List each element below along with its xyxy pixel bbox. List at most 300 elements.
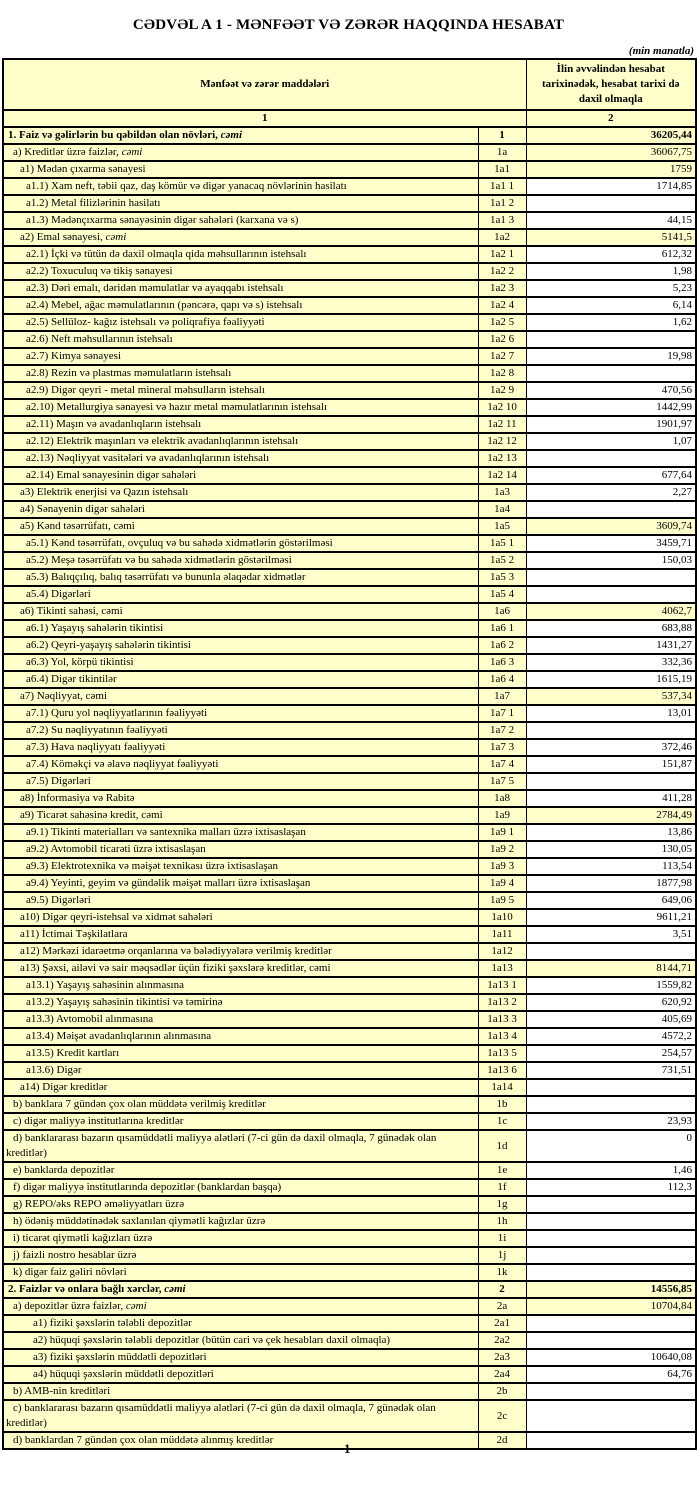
table-row [3,416,696,433]
item-label-cell: a14) Digər kreditlər [3,1079,478,1096]
row-code-cell: 1h [478,1213,526,1230]
unit-note: (min manatla) [628,45,694,57]
item-label-cell: c) digər maliyyə institutlarına kreditlər [3,1113,478,1130]
item-label-cell: a13.3) Avtomobil alınmasına [3,1011,478,1028]
table-row [3,875,696,892]
item-label-cell: a1.2) Metal filizlərinin hasilatı [3,195,478,212]
row-value-cell [526,1247,696,1264]
row-code-cell: 1a2 13 [478,450,526,467]
row-value-cell: 1901,97 [526,416,696,433]
table-row [3,552,696,569]
table-row [3,246,696,263]
table-row [3,1011,696,1028]
row-code-cell: 1a13 1 [478,977,526,994]
row-value-cell [526,1079,696,1096]
row-value-cell: 677,64 [526,467,696,484]
table-row [3,688,696,705]
item-label-cell: a6.2) Qeyri-yaşayış sahələrin tikintisi [3,637,478,654]
column-index-row [3,110,696,127]
row-code-cell: 1a6 2 [478,637,526,654]
row-value-cell: 1759 [526,161,696,178]
item-label-cell: a9.2) Avtomobil ticarəti üzrə ixtisaslaşan [3,841,478,858]
table-row [3,1113,696,1130]
table-row [3,739,696,756]
row-value-cell: 1,46 [526,1162,696,1179]
row-code-cell: 2a1 [478,1315,526,1332]
row-code-cell: 1a1 1 [478,178,526,195]
row-value-cell: 537,34 [526,688,696,705]
item-label-cell: a4) hüquqi şəxslərin müddətli depozitləri [3,1366,478,1383]
table-row [3,399,696,416]
table-row [3,1298,696,1315]
row-code-cell: 1a2 2 [478,263,526,280]
table-row [3,1179,696,1196]
table-row [3,1230,696,1247]
table-row [3,1162,696,1179]
row-code-cell: 1b [478,1096,526,1113]
item-label-cell: a2.3) Dəri emalı, dəridən məmulatlar və ayaqqabı istehsalı [3,280,478,297]
row-value-cell [526,1315,696,1332]
row-code-cell: 1a2 10 [478,399,526,416]
table-row [3,314,696,331]
item-label-cell: a1) Mədən çıxarma sənayesi [3,161,478,178]
row-code-cell: 1a5 3 [478,569,526,586]
row-value-cell: 19,98 [526,348,696,365]
item-label-cell: a2.12) Elektrik maşınları və elektrik avadanlıqlarının istehsalı [3,433,478,450]
value-column-index: 2 [526,110,696,127]
row-value-cell: 470,56 [526,382,696,399]
table-row [3,824,696,841]
table-row [3,1332,696,1349]
row-code-cell: 1d [478,1130,526,1162]
item-label-cell: a9.5) Digərləri [3,892,478,909]
row-value-cell: 1615,19 [526,671,696,688]
table-row [3,348,696,365]
row-value-cell: 332,36 [526,654,696,671]
row-code-cell: 2b [478,1383,526,1400]
row-value-cell: 731,51 [526,1062,696,1079]
row-code-cell: 1a13 3 [478,1011,526,1028]
item-label-cell: a1) fiziki şəxslərin tələbli depozitlər [3,1315,478,1332]
table-row [3,365,696,382]
row-code-cell: 1a9 4 [478,875,526,892]
item-label-cell: a2.14) Emal sənayesinin digər sahələri [3,467,478,484]
table-row [3,790,696,807]
item-label-cell: a7.4) Köməkçi və əlavə nəqliyyat fəaliyyəti [3,756,478,773]
item-label-cell: a7.2) Su nəqliyyatının fəaliyyəti [3,722,478,739]
item-label-cell: a) depozitlər üzrə faizlər, cəmi [3,1298,478,1315]
row-code-cell: 1a7 3 [478,739,526,756]
row-code-cell: 1a11 [478,926,526,943]
row-code-cell: 1a4 [478,501,526,518]
row-value-cell: 1714,85 [526,178,696,195]
row-code-cell: 1a2 1 [478,246,526,263]
item-label-cell: a10) Digər qeyri-istehsal və xidmət sahələri [3,909,478,926]
row-value-cell [526,1264,696,1281]
item-label-cell: a5.1) Kənd təsərrüfatı, ovçuluq və bu sahədə xidmətlərin göstərilməsi [3,535,478,552]
row-value-cell: 405,69 [526,1011,696,1028]
row-code-cell: 1 [478,127,526,144]
item-label-cell: a2.13) Nəqliyyat vasitələri və avadanlıqlarının istehsalı [3,450,478,467]
row-value-cell: 612,32 [526,246,696,263]
row-value-cell: 1877,98 [526,875,696,892]
row-value-cell: 372,46 [526,739,696,756]
item-label-cell: a13) Şəxsi, ailəvi və sair məqsədlər üçün fiziki şəxslərə kreditlər, cəmi [3,960,478,977]
row-code-cell: 1a6 1 [478,620,526,637]
table-row [3,1045,696,1062]
row-value-cell [526,1400,696,1432]
item-label-cell: a13.5) Kredit kartları [3,1045,478,1062]
item-label-cell: a2.7) Kimya sənayesi [3,348,478,365]
row-value-cell: 3,51 [526,926,696,943]
row-value-cell: 2784,49 [526,807,696,824]
row-code-cell: 2a4 [478,1366,526,1383]
row-value-cell: 13,86 [526,824,696,841]
row-value-cell [526,773,696,790]
item-label-cell: k) digər faiz gəliri növləri [3,1264,478,1281]
item-label-cell: a7.3) Hava nəqliyyatı fəaliyyəti [3,739,478,756]
item-label-cell: a6.1) Yaşayış sahələrin tikintisi [3,620,478,637]
row-value-cell: 1431,27 [526,637,696,654]
row-value-cell: 0 [526,1130,696,1162]
row-value-cell: 23,93 [526,1113,696,1130]
item-label-cell: a12) Mərkəzi idarəetmə orqanlarına və bələdiyyələrə verilmiş kreditlər [3,943,478,960]
table-row [3,433,696,450]
item-label-cell: 1. Faiz və gəlirlərin bu qəbildən olan növləri, cəmi [3,127,478,144]
item-label-cell: e) banklarda depozitlər [3,1162,478,1179]
row-value-cell: 150,03 [526,552,696,569]
row-code-cell: 1a8 [478,790,526,807]
page-number: 1 [344,1441,351,1456]
row-code-cell: 2 [478,1281,526,1298]
table-row [3,535,696,552]
row-code-cell: 1a1 3 [478,212,526,229]
row-code-cell: 1a6 4 [478,671,526,688]
item-label-cell: a2.8) Rezin və plastmas məmulatların istehsalı [3,365,478,382]
row-value-cell [526,1383,696,1400]
row-value-cell [526,1096,696,1113]
row-code-cell: 1i [478,1230,526,1247]
row-value-cell [526,1332,696,1349]
item-label-cell: a13.4) Məişət avadanlıqlarının alınmasına [3,1028,478,1045]
item-label-cell: a1.1) Xam neft, təbii qaz, daş kömür və digər yanacaq növlərinin hasilatı [3,178,478,195]
row-code-cell: 1g [478,1196,526,1213]
row-code-cell: 1a10 [478,909,526,926]
table-row [3,994,696,1011]
row-value-cell [526,943,696,960]
row-value-cell: 3609,74 [526,518,696,535]
item-label-cell: a2.9) Digər qeyri - metal mineral məhsulların istehsalı [3,382,478,399]
row-code-cell: 1a1 [478,161,526,178]
table-row [3,280,696,297]
table-row [3,1349,696,1366]
row-code-cell: 1a2 4 [478,297,526,314]
table-row [3,484,696,501]
table-row [3,722,696,739]
item-label-cell: a7.1) Quru yol nəqliyyatlarının fəaliyyəti [3,705,478,722]
item-label-cell: a2) Emal sənayesi, cəmi [3,229,478,246]
row-code-cell: 1a7 5 [478,773,526,790]
item-label-cell: a2.11) Maşın və avadanlıqların istehsalı [3,416,478,433]
row-value-cell [526,331,696,348]
table-row [3,654,696,671]
row-code-cell: 1a2 9 [478,382,526,399]
row-code-cell: 1a13 6 [478,1062,526,1079]
item-label-cell: a6) Tikinti sahəsi, cəmi [3,603,478,620]
table-row [3,1062,696,1079]
row-value-cell [526,586,696,603]
row-value-cell: 683,88 [526,620,696,637]
row-code-cell: 1a2 12 [478,433,526,450]
row-value-cell: 36067,75 [526,144,696,161]
row-code-cell: 1a5 1 [478,535,526,552]
row-code-cell: 1k [478,1264,526,1281]
table-row [3,297,696,314]
table-row [3,1315,696,1332]
table-row [3,569,696,586]
row-code-cell: 1a7 [478,688,526,705]
row-value-cell [526,1432,696,1449]
row-code-cell: 1a13 [478,960,526,977]
table-header-row [3,59,696,110]
table-row [3,518,696,535]
row-code-cell: 1a6 [478,603,526,620]
table-row [3,586,696,603]
row-value-cell: 1,98 [526,263,696,280]
item-label-cell: a13.2) Yaşayış sahəsinin tikintisi və təmirinə [3,994,478,1011]
table-row [3,501,696,518]
row-code-cell: 1a13 4 [478,1028,526,1045]
row-code-cell: 1f [478,1179,526,1196]
table-row [3,1400,696,1432]
row-value-cell: 13,01 [526,705,696,722]
item-label-cell: a13.6) Digər [3,1062,478,1079]
item-label-cell: a13.1) Yaşayış sahəsinin alınmasına [3,977,478,994]
row-code-cell: 2a [478,1298,526,1315]
row-code-cell: 1a2 8 [478,365,526,382]
row-value-cell: 151,87 [526,756,696,773]
item-label-cell: a9) Ticarət sahəsinə kredit, cəmi [3,807,478,824]
row-value-cell [526,195,696,212]
row-value-cell: 1,62 [526,314,696,331]
row-value-cell: 14556,85 [526,1281,696,1298]
table-row [3,195,696,212]
row-value-cell [526,1213,696,1230]
table-row [3,127,696,144]
table-row [3,467,696,484]
item-label-cell: 2. Faizlər və onlara bağlı xərclər, cəmi [3,1281,478,1298]
row-value-cell [526,722,696,739]
row-code-cell: 1a2 14 [478,467,526,484]
table-row [3,1213,696,1230]
row-value-cell: 44,15 [526,212,696,229]
row-value-cell: 5,23 [526,280,696,297]
table-row [3,671,696,688]
row-code-cell: 1a3 [478,484,526,501]
table-row [3,637,696,654]
table-row [3,892,696,909]
row-value-cell: 4572,2 [526,1028,696,1045]
table-row [3,807,696,824]
item-label-cell: a2.1) İçki və tütün də daxil olmaqla qida məhsullarının istehsalı [3,246,478,263]
row-value-cell: 1,07 [526,433,696,450]
row-code-cell: 1a9 5 [478,892,526,909]
row-value-cell: 254,57 [526,1045,696,1062]
item-label-cell: a5.3) Balıqçılıq, balıq təsərrüfatı və bununla əlaqədar xidmətlər [3,569,478,586]
item-label-cell: c) banklararası bazarın qısamüddətli maliyyə alətləri (7-ci gün də daxil olmaqla, 7 günədək olan kreditlər) [3,1400,478,1432]
row-value-cell: 112,3 [526,1179,696,1196]
item-label-cell: a2.10) Metallurgiya sənayesi və hazır metal məmulatlarının istehsalı [3,399,478,416]
item-label-cell: a3) Elektrik enerjisi və Qazın istehsalı [3,484,478,501]
row-value-cell: 64,76 [526,1366,696,1383]
row-code-cell: 1a7 1 [478,705,526,722]
row-value-cell: 10640,08 [526,1349,696,1366]
item-label-cell: a4) Sənayenin digər sahələri [3,501,478,518]
item-label-cell: a) Kreditlər üzrə faizlər, cəmi [3,144,478,161]
item-label-cell: j) faizli nostro hesablar üzrə [3,1247,478,1264]
row-code-cell: 1a9 1 [478,824,526,841]
row-code-cell: 1j [478,1247,526,1264]
item-label-cell: a7) Nəqliyyat, cəmi [3,688,478,705]
item-label-cell: a3) fiziki şəxslərin müddətli depozitləri [3,1349,478,1366]
item-label-cell: i) ticarət qiymətli kağızları üzrə [3,1230,478,1247]
table-row [3,909,696,926]
item-label-cell: a2.4) Mebel, ağac məmulatlarının (pəncərə, qapı və s) istehsalı [3,297,478,314]
row-code-cell: 1a1 2 [478,195,526,212]
row-code-cell: 1a9 [478,807,526,824]
row-value-cell [526,569,696,586]
row-code-cell: 1a9 3 [478,858,526,875]
row-value-cell: 6,14 [526,297,696,314]
table-row [3,1130,696,1162]
item-label-cell: d) banklararası bazarın qısamüddətli maliyyə alətləri (7-ci gün də daxil olmaqla, 7 günədək olan kreditlər) [3,1130,478,1162]
table-row [3,229,696,246]
row-value-cell: 130,05 [526,841,696,858]
table-row [3,1383,696,1400]
row-code-cell: 1a2 5 [478,314,526,331]
row-value-cell: 2,27 [526,484,696,501]
row-code-cell: 1a [478,144,526,161]
row-value-cell [526,365,696,382]
row-code-cell: 1a7 4 [478,756,526,773]
item-label-cell: a2) hüquqi şəxslərin tələbli depozitlər (bütün cari və çek hesabları daxil olmaqla) [3,1332,478,1349]
table-row [3,1281,696,1298]
row-value-cell: 5141,5 [526,229,696,246]
item-label-cell: a11) İctimai Təşkilatlara [3,926,478,943]
table-row [3,382,696,399]
items-column-index: 1 [3,110,526,127]
row-code-cell: 1a7 2 [478,722,526,739]
item-label-cell: a6.3) Yol, körpü tikintisi [3,654,478,671]
item-label-cell: a2.6) Neft məhsullarının istehsalı [3,331,478,348]
row-value-cell [526,501,696,518]
item-label-cell: b) banklara 7 gündən çox olan müddətə verilmiş kreditlər [3,1096,478,1113]
row-code-cell: 1a14 [478,1079,526,1096]
table-body [3,127,696,1449]
row-code-cell: 1a5 [478,518,526,535]
item-label-cell: a8) İnformasiya və Rabitə [3,790,478,807]
row-code-cell: 1e [478,1162,526,1179]
items-column-header: Mənfəət və zərər maddələri [3,59,526,110]
table-row [3,841,696,858]
row-code-cell: 1a2 3 [478,280,526,297]
table-row [3,926,696,943]
table-row [3,1366,696,1383]
table-row [3,212,696,229]
item-label-cell: a5.2) Meşə təsərrüfatı və bu sahədə xidmətlərin göstərilməsi [3,552,478,569]
table-row [3,943,696,960]
item-label-cell: a9.3) Elektrotexnika və məişət texnikası üzrə ixtisaslaşan [3,858,478,875]
item-label-cell: d) banklardan 7 gündən çox olan müddətə alınmış kreditlər [3,1432,478,1449]
item-label-cell: a1.3) Mədənçıxarma sənayəsinin digər sahələri (karxana və s) [3,212,478,229]
row-value-cell: 3459,71 [526,535,696,552]
row-value-cell [526,1230,696,1247]
profit-loss-table [2,58,697,1450]
table-row [3,705,696,722]
table-row [3,331,696,348]
table-row [3,977,696,994]
table-row [3,450,696,467]
table-row [3,178,696,195]
item-label-cell: a2.5) Sellüloz- kağız istehsalı və poliqrafiya fəaliyyəti [3,314,478,331]
table-row [3,620,696,637]
row-code-cell: 1a2 6 [478,331,526,348]
row-value-cell: 8144,71 [526,960,696,977]
item-label-cell: a6.4) Digər tikintilər [3,671,478,688]
row-code-cell: 1a13 5 [478,1045,526,1062]
row-code-cell: 1a9 2 [478,841,526,858]
row-code-cell: 2a2 [478,1332,526,1349]
item-label-cell: a2.2) Toxuculuq və tikiş sənayesi [3,263,478,280]
table-row [3,858,696,875]
table-row [3,603,696,620]
table-row [3,1196,696,1213]
row-code-cell: 1a13 2 [478,994,526,1011]
table-row [3,161,696,178]
row-code-cell: 1a5 4 [478,586,526,603]
row-value-cell: 649,06 [526,892,696,909]
item-label-cell: h) ödəniş müddətinədək saxlanılan qiymətli kağızlar üzrə [3,1213,478,1230]
table-row [3,1079,696,1096]
row-code-cell: 1a12 [478,943,526,960]
item-label-cell: a5.4) Digərləri [3,586,478,603]
table-row [3,756,696,773]
item-label-cell: a5) Kənd təsərrüfatı, cəmi [3,518,478,535]
item-label-cell: f) digər maliyyə institutlarında depozitlər (banklardan başqa) [3,1179,478,1196]
item-label-cell: b) AMB-nin kreditləri [3,1383,478,1400]
row-value-cell: 620,92 [526,994,696,1011]
item-label-cell: a9.4) Yeyinti, geyim və gündəlik məişət malları üzrə ixtisaslaşan [3,875,478,892]
table-row [3,960,696,977]
item-label-cell: a7.5) Digərləri [3,773,478,790]
table-row [3,1028,696,1045]
table-row [3,144,696,161]
table-row [3,1264,696,1281]
row-value-cell: 411,28 [526,790,696,807]
row-code-cell: 1a2 [478,229,526,246]
table-row [3,1096,696,1113]
row-value-cell: 36205,44 [526,127,696,144]
page-title: CƏDVƏL A 1 - MƏNFƏƏT VƏ ZƏRƏR HAQQINDA HESABAT [132,17,565,33]
row-value-cell: 10704,84 [526,1298,696,1315]
row-value-cell: 9611,21 [526,909,696,926]
row-value-cell: 113,54 [526,858,696,875]
row-value-cell: 4062,7 [526,603,696,620]
row-code-cell: 1a6 3 [478,654,526,671]
row-value-cell: 1559,82 [526,977,696,994]
row-code-cell: 1c [478,1113,526,1130]
table-row [3,773,696,790]
